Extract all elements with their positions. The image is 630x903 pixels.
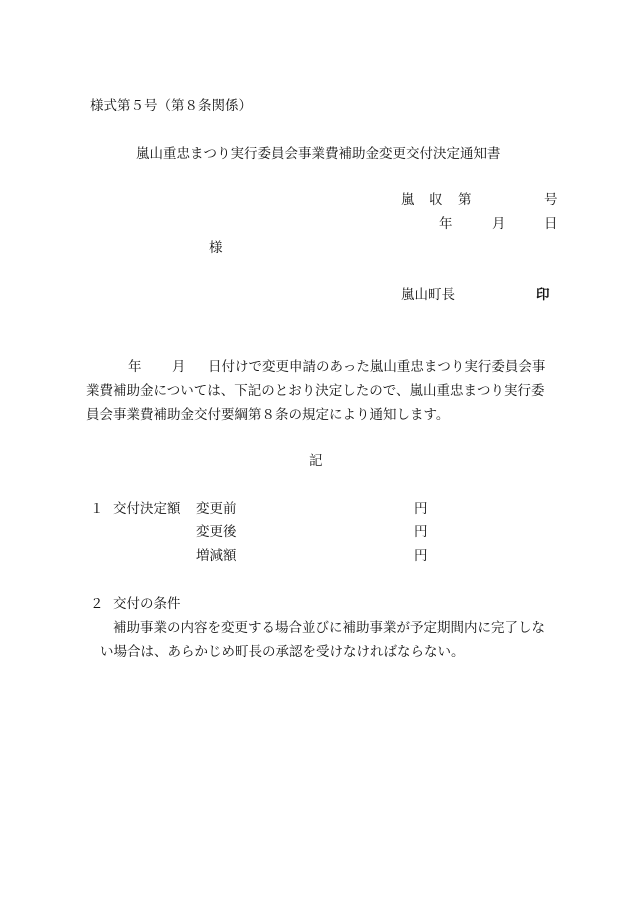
item-1-number: １ — [90, 501, 104, 517]
row-diff-unit: 円 — [414, 548, 428, 564]
ref-char-c: 第 — [458, 192, 472, 208]
body-line-2: 業費補助金については、下記のとおり決定したので、嵐山重忠まつり実行委 — [86, 383, 545, 399]
date-year: 年 — [439, 216, 453, 232]
body-year: 年 — [128, 359, 142, 375]
row-after-unit: 円 — [414, 524, 428, 540]
item-1-label: 交付決定額 — [113, 501, 181, 517]
row-after-label: 変更後 — [196, 524, 237, 540]
date-day: 日 — [544, 216, 558, 232]
ki-heading: 記 — [309, 453, 323, 469]
body-line-1: 日付けで変更申請のあった嵐山重忠まつり実行委員会事 — [208, 359, 546, 375]
issuer-name: 嵐山町長 — [401, 287, 455, 303]
row-before-unit: 円 — [414, 501, 428, 517]
ref-char-a: 嵐 — [401, 192, 415, 208]
row-diff-label: 増減額 — [196, 548, 237, 564]
row-before-label: 変更前 — [196, 501, 237, 517]
document-title: 嵐山重忠まつり実行委員会事業費補助金変更交付決定通知書 — [136, 146, 501, 162]
item-2-line-2: い場合は、あらかじめ町長の承認を受けなければならない。 — [100, 644, 465, 660]
seal-mark: 印 — [536, 287, 550, 303]
body-month: 月 — [172, 359, 186, 375]
ref-char-b: 収 — [429, 192, 443, 208]
addressee-honorific: 様 — [209, 240, 223, 256]
item-2-label: 交付の条件 — [113, 596, 181, 612]
form-label: 様式第５号（第８条関係） — [90, 98, 252, 114]
item-2-line-1: 補助事業の内容を変更する場合並びに補助事業が予定期間内に完了しな — [113, 620, 545, 636]
date-month: 月 — [492, 216, 506, 232]
body-line-3: 員会事業費補助金交付要綱第８条の規定により通知します。 — [86, 407, 450, 423]
ref-char-d: 号 — [544, 192, 558, 208]
item-2-number: ２ — [90, 596, 104, 612]
